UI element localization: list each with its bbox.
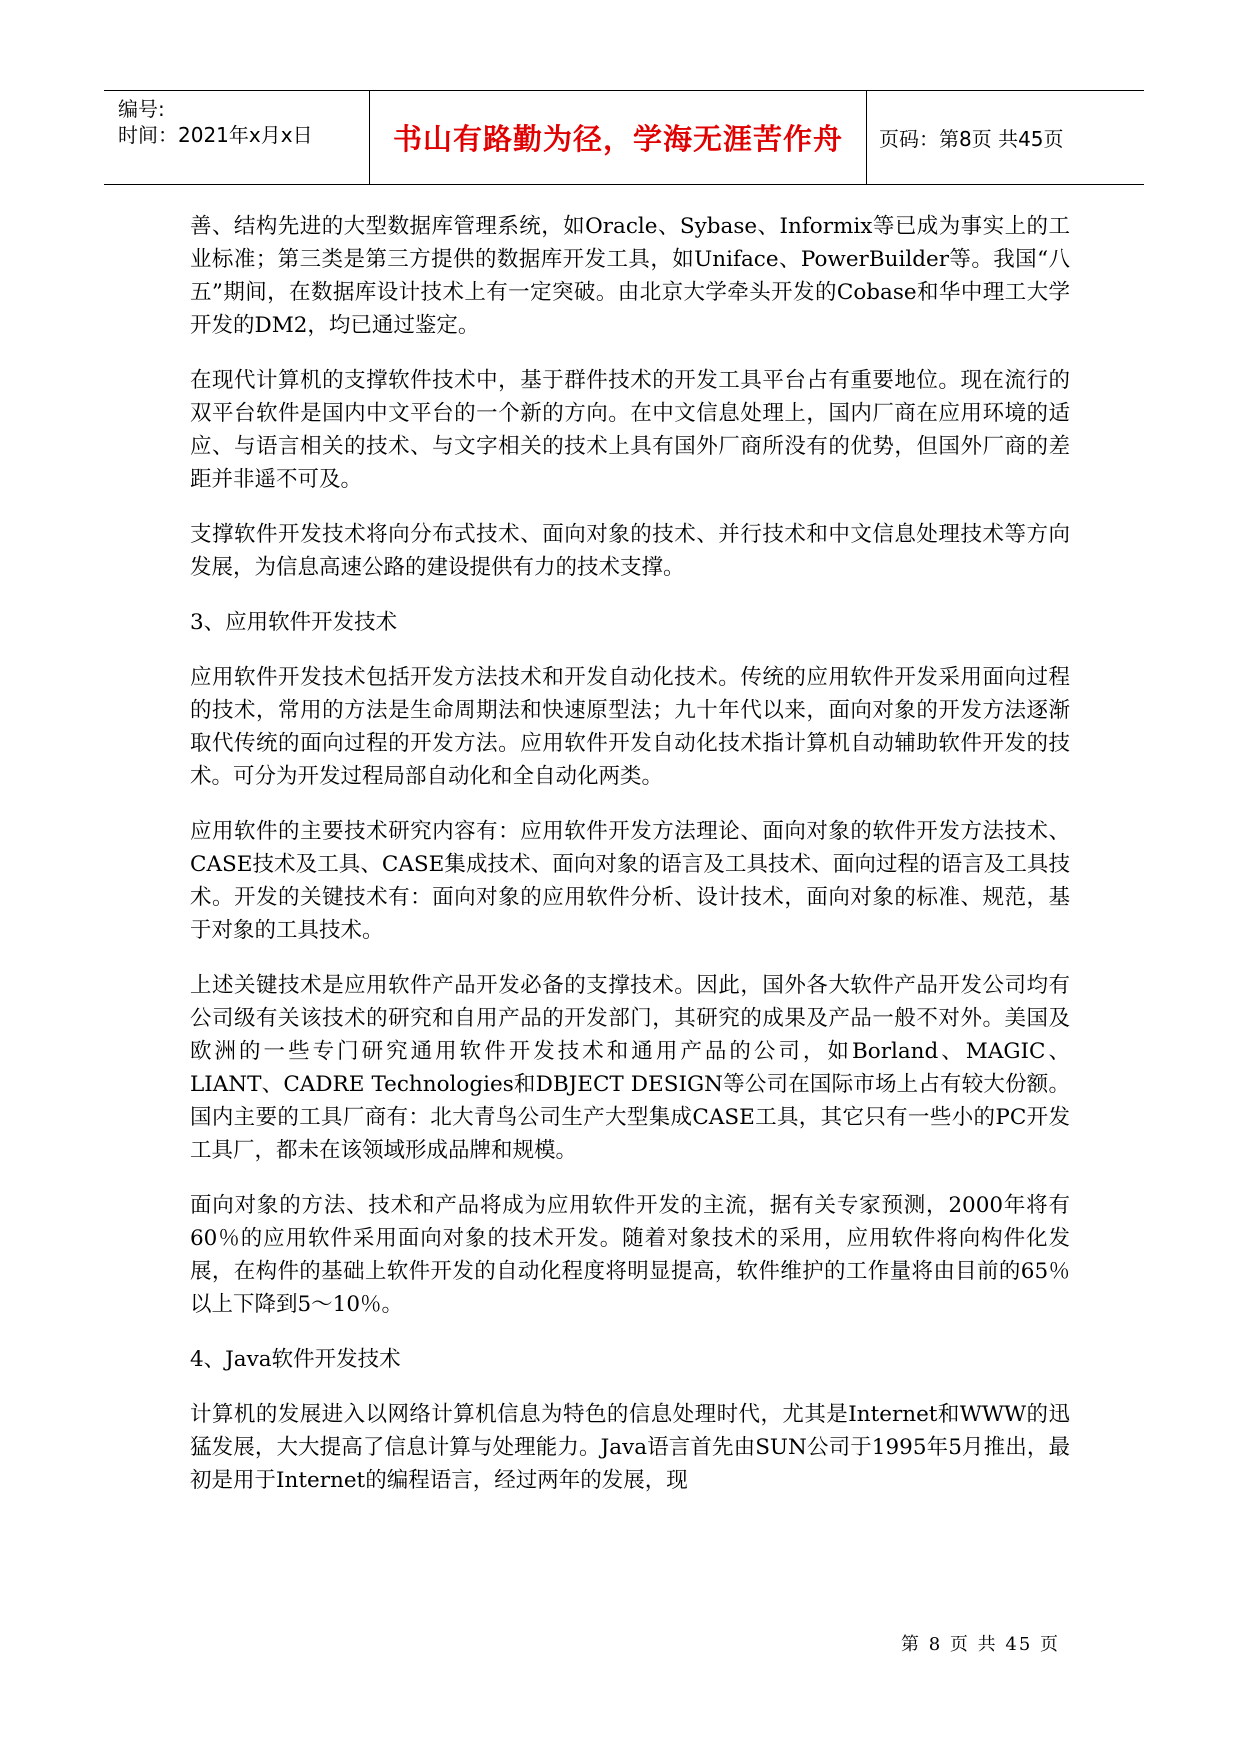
page-footer: 第 8 页 共 45 页 [901,1634,1060,1655]
document-body [190,210,1070,1519]
paragraph-8: 计算机的发展进入以网络计算机信息为特色的信息处理时代，尤其是Internet和WWW的迅猛发展，大大提高了信息计算与处理能力。Java语言首先由SUN公司于1995年5月推出，最初是用于Internet的编程语言，经过两年的发展，现 [190,1402,1070,1493]
document-date-label: 时间：2021年x月x日 [118,123,313,147]
header-middle-cell [369,91,867,184]
paragraph-7: 面向对象的方法、技术和产品将成为应用软件开发的主流，据有关专家预测，2000年将有60％的应用软件采用面向对象的技术开发。随着对象技术的采用，应用软件将向构件化发展，在构件的基础上软件开发的自动化程度将明显提高，软件维护的工作量将由目前的65％以上下降到5～10％。 [190,1193,1070,1317]
header-right-cell [865,91,1144,184]
page-header [104,90,1144,185]
paragraph-2: 在现代计算机的支撑软件技术中，基于群件技术的开发工具平台占有重要地位。现在流行的双平台软件是国内中文平台的一个新的方向。在中文信息处理上，国内厂商在应用环境的适应、与语言相关的技术、与文字相关的技术上具有国外厂商所没有的优势，但国外厂商的差距并非遥不可及。 [190,368,1070,492]
header-left-cell [104,91,369,184]
section-heading-4: 4、Java软件开发技术 [190,1347,401,1372]
section-heading-3: 3、应用软件开发技术 [190,610,398,635]
paragraph-6: 上述关键技术是应用软件产品开发必备的支撑技术。因此，国外各大软件产品开发公司均有公司级有关该技术的研究和自用产品的开发部门，其研究的成果及产品一般不对外。美国及欧洲的一些专门研究通用软件开发技术和通用产品的公司，如Borland、MAGIC、LIANT、CADRE Technologies和DBJECT DESIGN等公司在国际市场上占有较大份额。国内主要的工具厂商有：北大青鸟公司生产大型集成CASE工具，其它只有一些小的PC开发工具厂，都未在该领域形成品牌和规模。 [190,973,1070,1163]
header-motto: 书山有路勤为径，学海无涯苦作舟 [392,122,843,156]
paragraph-5: 应用软件的主要技术研究内容有：应用软件开发方法理论、面向对象的软件开发方法技术、CASE技术及工具、CASE集成技术、面向对象的语言及工具技术、面向过程的语言及工具技术。开发的关键技术有：面向对象的应用软件分析、设计技术，面向对象的标准、规范，基于对象的工具技术。 [190,819,1070,943]
paragraph-4: 应用软件开发技术包括开发方法技术和开发自动化技术。传统的应用软件开发采用面向过程的技术，常用的方法是生命周期法和快速原型法；九十年代以来，面向对象的开发方法逐渐取代传统的面向过程的开发方法。应用软件开发自动化技术指计算机自动辅助软件开发的技术。可分为开发过程局部自动化和全自动化两类。 [190,665,1070,789]
header-page-info: 页码：第8页 共45页 [879,127,1064,151]
paragraph-3: 支撑软件开发技术将向分布式技术、面向对象的技术、并行技术和中文信息处理技术等方向发展，为信息高速公路的建设提供有力的技术支撑。 [190,522,1070,580]
document-number-label: 编号: [118,97,165,121]
paragraph-1: 善、结构先进的大型数据库管理系统，如Oracle、Sybase、Informix等已成为事实上的工业标准；第三类是第三方提供的数据库开发工具，如Uniface、PowerBuilder等。我国“八五”期间，在数据库设计技术上有一定突破。由北京大学牵头开发的Cobase和华中理工大学开发的DM2，均已通过鉴定。 [190,214,1070,338]
